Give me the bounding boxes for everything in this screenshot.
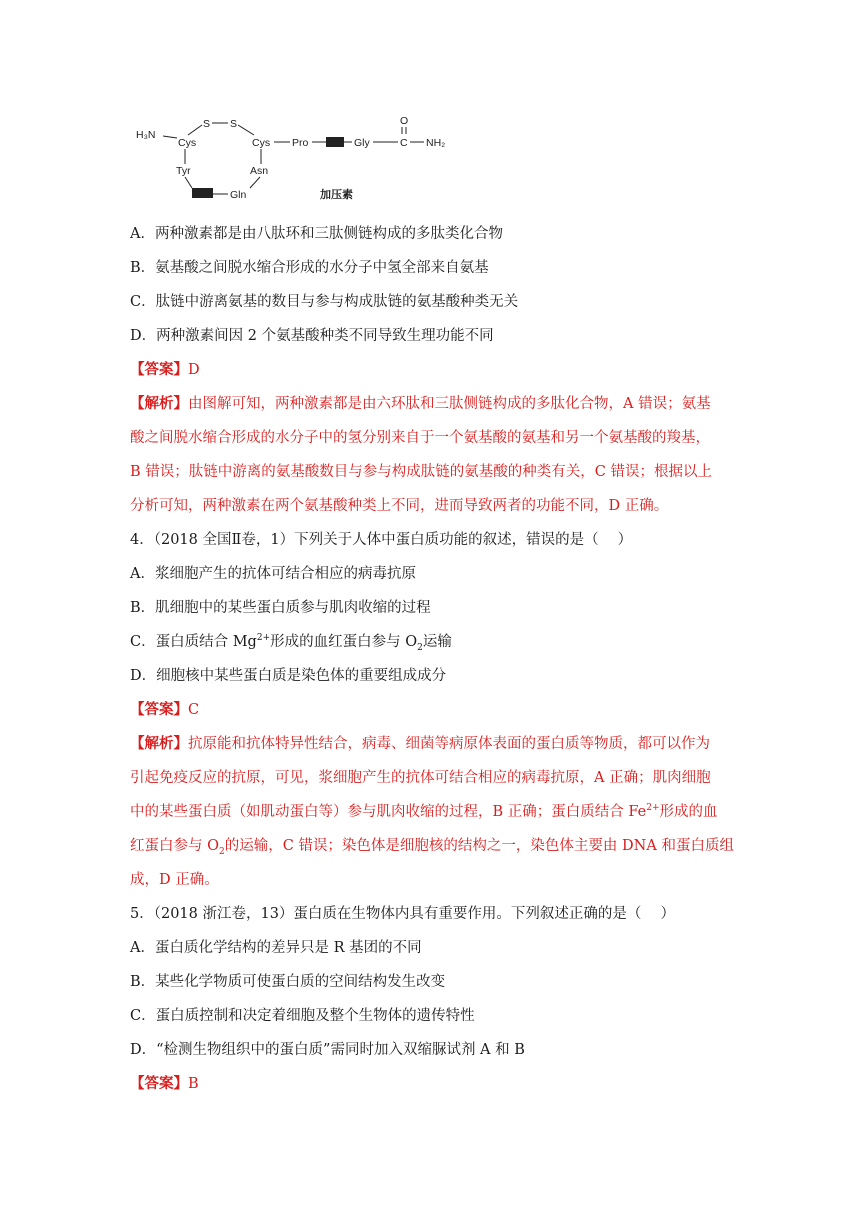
- q4-analysis-text-1: 抗原能和抗体特异性结合，病毒、细菌等病原体表面的蛋白质等物质，都可以作为: [188, 736, 710, 752]
- q4-option-c-mid: 形成的血红蛋白参与 O: [270, 634, 418, 650]
- label-pro: Pro: [292, 137, 309, 149]
- structure-diagram: [130, 108, 460, 208]
- q4-analysis-line-3-post: 形成的血: [659, 804, 718, 820]
- bond-tyr-block: [185, 177, 192, 188]
- q4-analysis-line-2: 引起免疫反应的抗原，可见，浆细胞产生的抗体可结合相应的病毒抗原，A 正确；肌肉细胞: [130, 770, 711, 786]
- q3-option-c: C．肽链中游离氨基的数目与参与构成肽链的氨基酸种类无关: [130, 294, 519, 310]
- q5-answer: [130, 1074, 199, 1094]
- q4-analysis-line-4-pre: 红蛋白参与 O: [130, 838, 219, 854]
- q3-option-b: B．氨基酸之间脱水缩合形成的水分子中氢全部来自氨基: [130, 260, 489, 276]
- q3-option-a: A．两种激素都是由八肽环和三肽侧链构成的多肽类化合物: [130, 226, 503, 242]
- label-s-1: S: [203, 118, 211, 130]
- q4-analysis-line-1: [130, 734, 710, 754]
- q4-option-d: D．细胞核中某些蛋白质是染色体的重要组成成分: [130, 668, 447, 684]
- bond-cys-s: [188, 125, 202, 135]
- q4-option-c-pre: C．蛋白质结合 Mg: [130, 634, 257, 650]
- vasopressin-structure-figure: [130, 108, 460, 208]
- answer-tag: 【答案】: [130, 361, 188, 378]
- q5-stem: 5．（2018 浙江卷，13）蛋白质在生物体内具有重要作用。下列叙述正确的是（ ）: [130, 906, 676, 922]
- q4-option-b: B．肌细胞中的某些蛋白质参与肌肉收缩的过程: [130, 600, 431, 616]
- q5-option-d: D．“检测生物组织中的蛋白质”需同时加入双缩脲试剂 A 和 B: [130, 1042, 525, 1058]
- answer-tag: 【答案】: [130, 701, 188, 718]
- q3-answer: [130, 360, 200, 380]
- q4-analysis-line-4: [130, 836, 734, 856]
- figure-caption: 加压素: [320, 189, 353, 201]
- q3-analysis-line-4: 分析可知，两种激素在两个氨基酸种类上不同，进而导致两者的功能不同，D 正确。: [130, 498, 669, 514]
- label-o: O: [400, 115, 409, 127]
- q4-answer: [130, 700, 199, 720]
- label-h3n: H₃N: [136, 129, 156, 141]
- q4-option-c-sup: 2+: [256, 633, 271, 644]
- q5-option-a: A．蛋白质化学结构的差异只是 R 基团的不同: [130, 940, 422, 956]
- label-s-2: S: [230, 118, 238, 130]
- q4-option-c-sub: 2: [417, 642, 423, 653]
- q3-answer-value: D: [188, 362, 200, 378]
- label-c: C: [400, 137, 408, 149]
- q3-option-d: D．两种激素间因 2 个氨基酸种类不同导致生理功能不同: [130, 328, 494, 344]
- answer-tag: 【答案】: [130, 1075, 188, 1092]
- label-nh2: NH₂: [426, 137, 446, 149]
- label-gly: Gly: [354, 137, 370, 149]
- q5-answer-value: B: [188, 1076, 199, 1092]
- q4-analysis-line-4-post: 的运输，C 错误；染色体是细胞核的结构之一，染色体主要由 DNA 和蛋白质组: [224, 838, 734, 854]
- analysis-tag: 【解析】: [130, 395, 188, 412]
- q4-option-a: A．浆细胞产生的抗体可结合相应的病毒抗原: [130, 566, 416, 582]
- q4-option-c: [130, 632, 452, 652]
- label-asn: Asn: [250, 165, 269, 177]
- bond-asn-gln: [250, 177, 260, 188]
- bond-s-cys: [238, 125, 254, 135]
- q4-option-c-post: 运输: [422, 634, 452, 650]
- q4-analysis-line-3-sup: 2+: [646, 803, 660, 814]
- q4-analysis-line-5: 成，D 正确。: [130, 872, 219, 888]
- q5-option-c: C．蛋白质控制和决定着细胞及整个生物体的遗传特性: [130, 1008, 475, 1024]
- label-tyr: Tyr: [176, 165, 191, 177]
- q4-analysis-line-4-sub: 2: [219, 846, 225, 857]
- q4-answer-value: C: [188, 702, 200, 718]
- q4-analysis-line-3-pre: 中的某些蛋白质（如肌动蛋白等）参与肌肉收缩的过程，B 正确；蛋白质结合 Fe: [130, 804, 647, 820]
- q3-analysis-line-1: [130, 394, 711, 414]
- label-cys-1: Cys: [178, 137, 197, 149]
- q3-analysis-line-2: 酸之间脱水缩合形成的水分子中的氢分别来自于一个氨基酸的氨基和另一个氨基酸的羧基，: [130, 430, 710, 446]
- bond-h3n-cys: [163, 136, 177, 138]
- q3-analysis-text-1: 由图解可知，两种激素都是由六环肽和三肽侧链构成的多肽化合物，A 错误；氨基: [188, 396, 711, 412]
- q4-stem: 4．（2018 全国Ⅱ卷，1）下列关于人体中蛋白质功能的叙述，错误的是（ ）: [130, 532, 633, 548]
- label-gln: Gln: [230, 189, 247, 201]
- analysis-tag: 【解析】: [130, 735, 188, 752]
- q3-analysis-line-3: B 错误；肽链中游离的氨基酸数目与参与构成肽链的氨基酸的种类有关，C 错误；根据以上: [130, 464, 712, 480]
- masked-residue-block-1: [192, 188, 213, 198]
- q5-option-b: B．某些化学物质可使蛋白质的空间结构发生改变: [130, 974, 446, 990]
- label-cys-2: Cys: [252, 137, 271, 149]
- masked-residue-block-2: [326, 137, 344, 147]
- q4-analysis-line-3: [130, 802, 718, 822]
